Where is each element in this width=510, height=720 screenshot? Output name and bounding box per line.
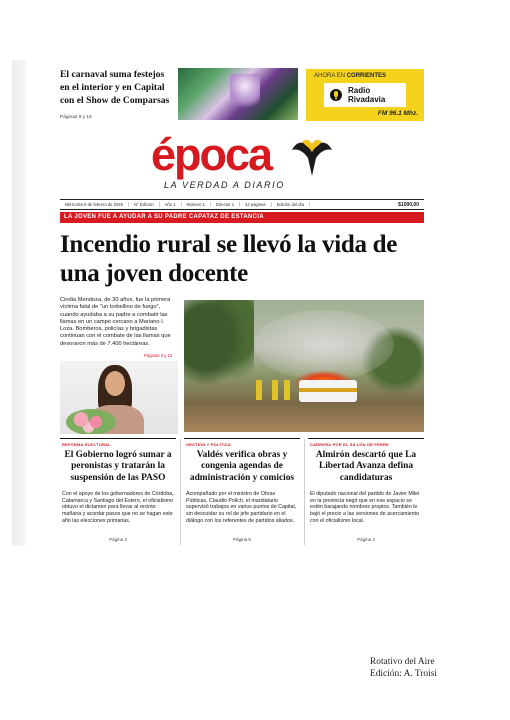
- credit-block: [370, 656, 437, 680]
- issue-price: $1000,00: [398, 201, 419, 208]
- ad-rivadavia-word: Rivadavia: [348, 95, 386, 104]
- main-story-kicker-bar: [60, 212, 424, 223]
- photo-firefighter: [284, 380, 290, 400]
- main-story-kicker: LA JOVEN FUE A AYUDAR A SU PADRE CAPATAZ DE ESTANCIA: [64, 214, 264, 220]
- column-kicker: GESTIÓN Y POLÍTICA: [186, 442, 232, 447]
- front-page: [26, 60, 436, 546]
- ad-radio-word: Radio: [348, 86, 371, 95]
- photo-firefighter: [256, 380, 262, 400]
- issue-info-bar: [60, 199, 424, 210]
- victim-photo: [60, 361, 178, 434]
- main-lead-text: Cindia Mendoza, de 30 años, fue la primera víctima fatal de "un torbellino de fuego", cuando ayudaba a su padre a combatir las llamas en un campo cercano a Mariano I. Loza. Bomberos, policías y brigadistas continúan con el combate de las llamas que devoraron más de 7.400 hectáreas.: [60, 297, 171, 347]
- column-kicker: CARRERA POR EL SILLÓN DE FERRE: [310, 442, 389, 447]
- column-page: Página 3: [109, 537, 127, 542]
- issue-date: Miércoles 5 de febrero de 2025: [60, 202, 129, 207]
- column-text: El diputado nacional del partido de Javier Milei en la provincia negó que en ese espacio se estén barajando nombres propios. También le bajó el precio a las versiones de acercamiento con el oficialismo local.: [310, 491, 420, 524]
- carnival-teaser-pages: Páginas 8 y 16: [60, 115, 92, 120]
- fire-photo: [184, 300, 424, 432]
- newspaper-logo: época: [151, 129, 272, 180]
- column-title: Almirón descartó que La Libertad Avanza defina candidaturas: [315, 450, 417, 483]
- main-headline: Incendio rural se llevó la vida de una joven docente: [60, 231, 398, 287]
- newspaper-tagline: LA VERDAD A DIARIO: [164, 180, 285, 190]
- column-text: Acompañado por el ministro de Obras Públicas, Claudio Polich, el mandatario supervisó trabajos en varios puntos de Capital, sin descuidar su rol de jefe partidario en el diálogo con los referentes de partidos aliados.: [186, 491, 297, 524]
- credit-program: Rotativo del Aire: [370, 657, 435, 667]
- column-title: El Gobierno logró sumar a peronistas y tratarán la suspensión de las PASO: [64, 450, 172, 483]
- column-kicker: REFORMA ELECTORAL: [62, 442, 111, 447]
- column-page: Página 4: [357, 537, 375, 542]
- column-page: Página 5: [233, 537, 251, 542]
- photo-trees-left: [184, 300, 254, 395]
- carnival-teaser-headline: El carnaval suma festejos en el interior y en Capital con el Show de Comparsas: [60, 69, 170, 106]
- issue-item-6: Edición del día: [272, 202, 310, 207]
- radio-microphone-icon: [329, 88, 343, 102]
- radio-ad: [306, 69, 424, 121]
- ad-ahora-en: [314, 73, 386, 79]
- column-title: Valdés verifica obras y congenia agendas de administración y comicios: [189, 450, 295, 483]
- issue-item-5: 44 páginas: [240, 202, 272, 207]
- photo-flowers: [66, 409, 116, 434]
- column-divider: [180, 439, 181, 545]
- main-story-pages: Páginas 2 y 13: [144, 353, 173, 358]
- news-column-2: [184, 438, 300, 547]
- issue-item-4: Director 1: [211, 202, 240, 207]
- column-text: Con el apoyo de los gobernadores de Córdoba, Catamarca y Santiago del Estero, el oficialismo obtuvo el dictamen para llevar al recinto mañana y acordar pasos que no se hagan este año las elecciones primarias.: [62, 491, 174, 524]
- credit-editor: Edición: A. Troisi: [370, 669, 437, 679]
- issue-item-3: Número 1: [182, 202, 211, 207]
- ad-ahora-label: AHORA EN: [314, 73, 346, 79]
- page-shadow: [12, 60, 26, 546]
- photo-face: [105, 371, 125, 396]
- logo-bird-icon: [288, 136, 336, 180]
- ad-frequency: FM 96.1 Mhz.: [377, 110, 418, 117]
- ad-city: CORRIENTES: [346, 73, 387, 79]
- ad-radio-name: [348, 86, 385, 104]
- carnival-photo: [178, 68, 298, 120]
- news-column-1: [60, 438, 176, 547]
- column-divider: [304, 439, 305, 545]
- news-column-3: [308, 438, 424, 547]
- issue-edition: N° Edición: [129, 202, 160, 207]
- ad-radio-box: [324, 83, 406, 107]
- photo-fire-truck: [299, 380, 357, 402]
- issue-item-2: Año 1: [160, 202, 182, 207]
- photo-firefighter: [272, 380, 278, 400]
